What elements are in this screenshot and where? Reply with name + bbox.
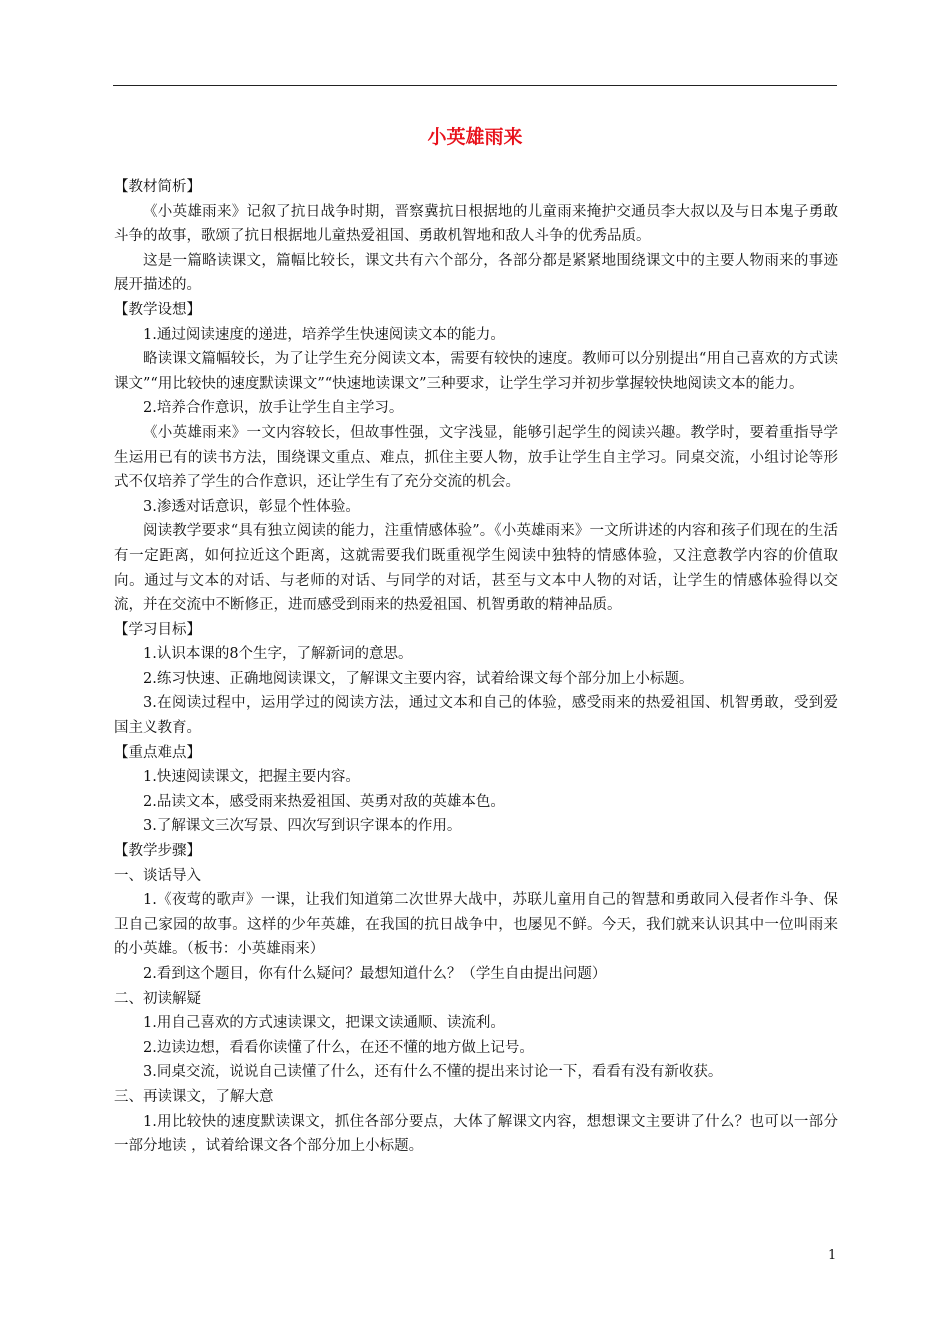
- section-heading: 【教学设想】: [114, 301, 201, 318]
- step-heading: 二、初读解疑: [114, 990, 201, 1007]
- paragraph: 《小英雄雨来》一文内容较长，但故事性强，文字浅显，能够引起学生的阅读兴趣。教学时，要着重指导学生运用已有的读书方法，围绕课文重点、难点，抓住主要人物，放手让学生自主学习。同桌交流，小组讨论等形式不仅培养了学生的合作意识，还让学生有了充分交流的机会。: [114, 424, 838, 491]
- header-rule: [113, 85, 837, 86]
- page-title: 小英雄雨来: [427, 126, 523, 148]
- section-heading: 【教学步骤】: [114, 843, 201, 860]
- paragraph: 2.品读文本，感受雨来热爱祖国、英勇对敌的英雄本色。: [143, 793, 505, 810]
- paragraph: 1.通过阅读速度的递进，培养学生快速阅读文本的能力。: [143, 326, 505, 343]
- paragraph: 3.渗透对话意识，彰显个性体验。: [143, 498, 360, 515]
- paragraph: 1.认识本课的8个生字，了解新词的意思。: [143, 646, 413, 663]
- paragraph: 1.《夜莺的歌声》一课，让我们知道第二次世界大战中，苏联儿童用自己的智慧和勇敢同入侵者作斗争、保卫自己家园的故事。这样的少年英雄，在我国的抗日战争中，也屡见不鲜。今天，我们就来认识其中一位叫雨来的小英雄。（板书：小英雄雨来）: [114, 892, 838, 958]
- paragraph: 略读课文篇幅较长，为了让学生充分阅读文本，需要有较快的速度。教师可以分别提出“用自己喜欢的方式读课文”“用比较快的速度默读课文”“快速地读课文”三种要求，让学生学习并初步掌握较快地阅读文本的能力。: [114, 351, 838, 392]
- paragraph: 《小英雄雨来》记叙了抗日战争时期，晋察冀抗日根据地的儿童雨来掩护交通员李大叔以及与日本鬼子勇敢斗争的故事，歌颂了抗日根据地儿童热爱祖国、勇敢机智地和敌人斗争的优秀品质。: [114, 203, 838, 245]
- paragraph: 阅读教学要求“具有独立阅读的能力，注重情感体验”。《小英雄雨来》一文所讲述的内容和孩子们现在的生活有一定距离，如何拉近这个距离，这就需要我们既重视学生阅读中独特的情感体验，又注意教学内容的价值取向。通过与文本的对话、与老师的对话、与同学的对话，甚至与文本中人物的对话，让学生的情感体验得以交流，并在交流中不断修正，进而感受到雨来的热爱祖国、机智勇敢的精神品质。: [114, 523, 838, 614]
- page-number: 1: [828, 1248, 837, 1263]
- paragraph: 3.同桌交流，说说自己读懂了什么，还有什么不懂的提出来讨论一下，看看有没有新收获。: [143, 1064, 723, 1081]
- paragraph: 这是一篇略读课文，篇幅比较长，课文共有六个部分，各部分都是紧紧地围绕课文中的主要人物雨来的事迹展开描述的。: [114, 252, 838, 294]
- document-body: [114, 175, 838, 1159]
- paragraph: 1.快速阅读课文，把握主要内容。: [143, 769, 360, 786]
- section-heading: 【学习目标】: [114, 621, 201, 638]
- section-heading: 【重点难点】: [114, 744, 201, 761]
- paragraph: 2.培养合作意识，放手让学生自主学习。: [143, 400, 404, 417]
- paragraph: 2.看到这个题目，你有什么疑问？最想知道什么？（学生自由提出问题）: [143, 966, 607, 982]
- step-heading: 三、再读课文，了解大意: [114, 1088, 274, 1105]
- paragraph: 2.练习快速、正确地阅读课文，了解课文主要内容，试着给课文每个部分加上小标题。: [143, 670, 694, 687]
- paragraph: 1.用自己喜欢的方式速读课文，把课文读通顺、读流利。: [143, 1015, 505, 1032]
- paragraph: 1.用比较快的速度默读课文，抓住各部分要点，大体了解课文内容，想想课文主要讲了什么？也可以一部分一部分地读 ，试着给课文各个部分加上小标题。: [114, 1113, 838, 1155]
- step-heading: 一、谈话导入: [114, 867, 201, 884]
- section-heading: 【教材简析】: [114, 179, 201, 195]
- paragraph: 2.边读边想，看看你读懂了什么，在还不懂的地方做上记号。: [143, 1039, 534, 1056]
- paragraph: 3.了解课文三次写景、四次写到识字课本的作用。: [143, 818, 462, 835]
- paragraph: 3.在阅读过程中，运用学过的阅读方法，通过文本和自己的体验，感受雨来的热爱祖国、机智勇敢，受到爱国主义教育。: [114, 695, 838, 737]
